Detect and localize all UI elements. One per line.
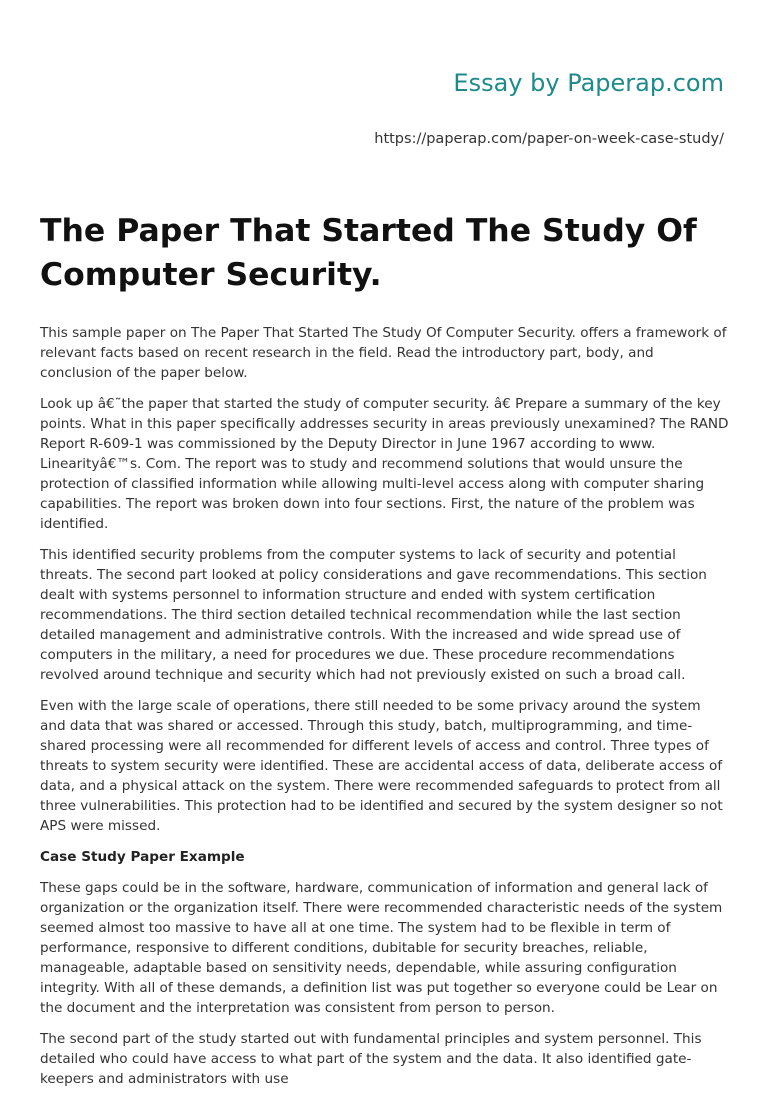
paragraph-second-part: The second part of the study started out with fundamental principles and system personnel. This detailed who could have access to what part of the system and the data. It also identified gate-keepers and administrators with use	[40, 1031, 702, 1087]
paragraph-gaps: These gaps could be in the software, hardware, communication of information and general lack of organization or the organization itself. There were recommended characteristic needs of the system seemed almost too massive to have all at one time. The system had to be flexible in term of performance, responsive to different conditions, dubitable for security breaches, reliable, manageable, adaptable based on sensitivity needs, dependable, while assuring configuration integrity. With all of these demands, a definition list was put together so everyone could be Lear on the document and the interpretation was consistent from person to person.	[40, 880, 723, 1016]
article-body	[40, 323, 730, 1100]
brand-watermark[interactable]: Essay by Paperap.com	[453, 69, 724, 97]
section-subheading: Case Study Paper Example	[40, 849, 245, 865]
source-url[interactable]: https://paperap.com/paper-on-week-case-study/	[374, 131, 724, 147]
article-title: The Paper That Started The Study Of Computer Security.	[40, 213, 697, 293]
paragraph-security-problems: This identified security problems from the computer systems to lack of security and potential threats. The second part looked at policy considerations and gave recommendations. This section dealt with systems personnel to information structure and ended with system certification recommendations. The third section detailed technical recommendation while the last section detailed management and administrative controls. With the increased and wide spread use of computers in the military, a need for procedures we due. These procedure recommendations revolved around technique and security which had not previously existed on such a broad call.	[40, 547, 707, 683]
paragraph-privacy: Even with the large scale of operations, there still needed to be some privacy around the system and data that was shared or accessed. Through this study, batch, multiprogramming, and time-shared processing were all recommended for different levels of access and control. Three types of threats to system security were identified. These are accidental access of data, deliberate access of data, and a physical attack on the system. There were recommended safeguards to protect from all three vulnerabilities. This protection had to be identified and secured by the system designer so not APS were missed.	[40, 698, 723, 834]
paragraph-intro: This sample paper on The Paper That Started The Study Of Computer Security. offers a framework of relevant facts based on recent research in the field. Read the introductory part, body, and conclusion of the paper below.	[40, 325, 727, 381]
paragraph-summary: Look up â€˜the paper that started the study of computer security. â€ Prepare a summary of the key points. What in this paper specifically addresses security in areas previously unexamined? The RAND Report R-609-1 was commissioned by the Deputy Director in June 1967 according to www. Linearityâ€™s. Com. The report was to study and recommend solutions that would unsure the protection of classified information while allowing multi-level access along with computer sharing capabilities. The report was broken down into four sections. First, the nature of the problem was identified.	[40, 396, 729, 532]
